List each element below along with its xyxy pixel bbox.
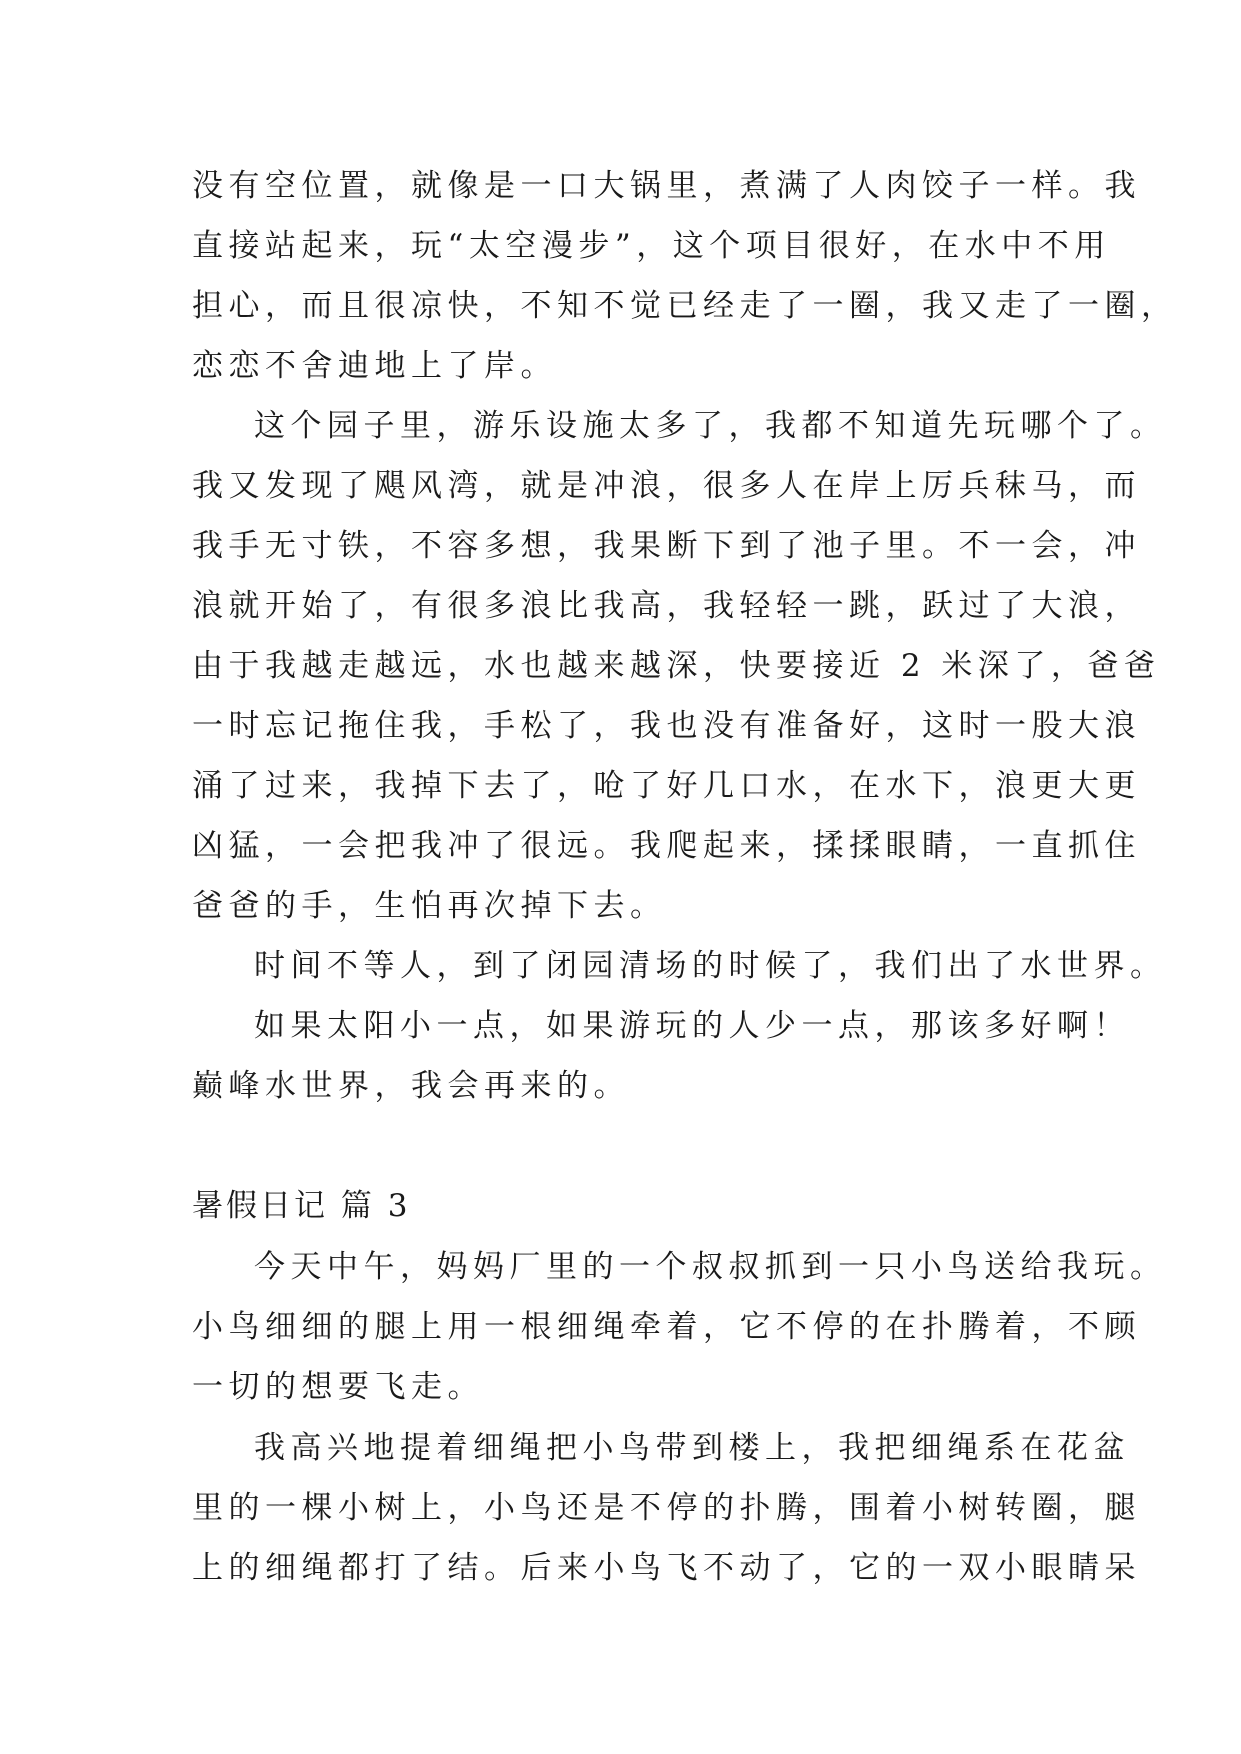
paragraph-line: 担心，而且很凉快，不知不觉已经走了一圈，我又走了一圈，: [192, 288, 1178, 324]
paragraph-line: 今天中午，妈妈厂里的一个叔叔抓到一只小鸟送给我玩。: [254, 1249, 1167, 1285]
paragraph-line: 涌了过来，我掉下去了，呛了好几口水，在水下，浪更大更: [192, 768, 1141, 804]
paragraph-line: 这个园子里，游乐设施太多了，我都不知道先玩哪个了。: [254, 408, 1167, 444]
paragraph-line: 爸爸的手，生怕再次掉下去。: [192, 888, 667, 924]
paragraph-line: 由于我越走越远，水也越来越深，快要接近 2 米深了，爸爸: [192, 648, 1161, 684]
paragraph-line: 浪就开始了，有很多浪比我高，我轻轻一跳，跃过了大浪，: [192, 588, 1141, 624]
paragraph-line: 时间不等人，到了闭园清场的时候了，我们出了水世界。: [254, 948, 1167, 984]
paragraph-line: 没有空位置，就像是一口大锅里，煮满了人肉饺子一样。我: [192, 168, 1141, 204]
paragraph-line: 我又发现了飓风湾，就是冲浪，很多人在岸上厉兵秣马，而: [192, 468, 1141, 504]
paragraph-line: 我手无寸铁，不容多想，我果断下到了池子里。不一会，冲: [192, 528, 1141, 564]
paragraph-line: 一时忘记拖住我，手松了，我也没有准备好，这时一股大浪: [192, 708, 1141, 744]
paragraph-line: 直接站起来，玩“太空漫步”，这个项目很好，在水中不用: [192, 228, 1111, 264]
paragraph-line: 我高兴地提着细绳把小鸟带到楼上，我把细绳系在花盆: [254, 1430, 1130, 1466]
paragraph-line: 巅峰水世界，我会再来的。: [192, 1068, 630, 1104]
paragraph-line: 上的细绳都打了结。后来小鸟飞不动了，它的一双小眼睛呆: [192, 1550, 1141, 1586]
paragraph-line: 一切的想要飞走。: [192, 1369, 484, 1405]
section-heading: 暑假日记 篇 3: [192, 1188, 411, 1224]
paragraph-line: 恋恋不舍迪地上了岸。: [192, 348, 557, 384]
paragraph-line: 小鸟细细的腿上用一根细绳牵着，它不停的在扑腾着，不顾: [192, 1309, 1141, 1345]
paragraph-line: 如果太阳小一点，如果游玩的人少一点，那该多好啊！: [254, 1008, 1130, 1044]
paragraph-line: 凶猛，一会把我冲了很远。我爬起来，揉揉眼睛，一直抓住: [192, 828, 1141, 864]
paragraph-line: 里的一棵小树上，小鸟还是不停的扑腾，围着小树转圈，腿: [192, 1490, 1141, 1526]
